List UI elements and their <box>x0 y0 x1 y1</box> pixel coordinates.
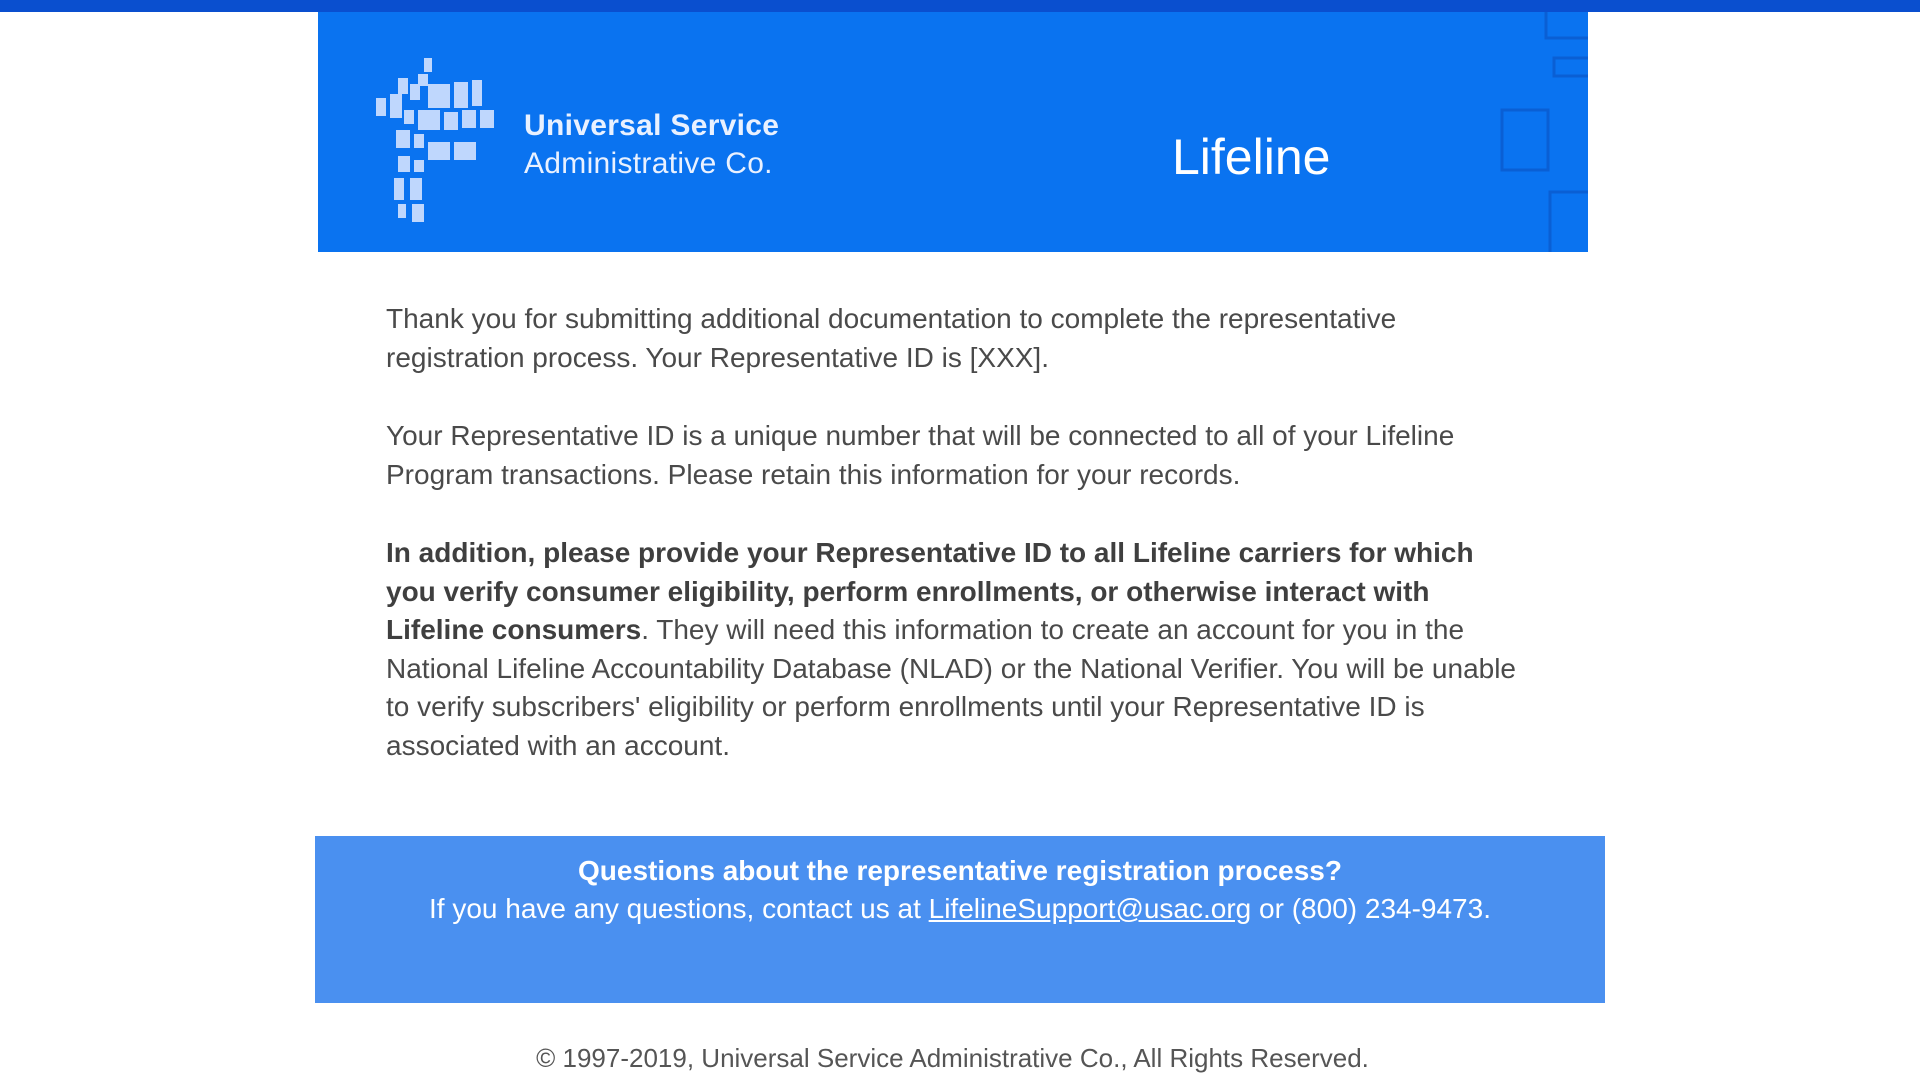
usac-logo-icon <box>374 54 514 224</box>
message-body <box>386 300 1526 805</box>
top-accent-bar <box>0 0 1920 12</box>
help-contact-box <box>315 836 1605 1003</box>
org-name-line1: Universal Service <box>524 109 780 142</box>
help-title: Questions about the representative registration process? <box>578 855 1342 886</box>
help-contact-line <box>315 890 1605 928</box>
program-title: Lifeline <box>1172 129 1331 185</box>
instructions-paragraph <box>386 534 1526 765</box>
support-email-link[interactable]: LifelineSupport@usac.org <box>928 893 1252 924</box>
org-name <box>524 107 779 183</box>
representative-id-paragraph: Your Representative ID is a unique number that will be connected to all of your Lifeline Program transactions. Please retain this information for your records. <box>386 420 1455 490</box>
copyright-footer: © 1997-2019, Universal Service Administrative Co., All Rights Reserved. <box>536 1043 1369 1073</box>
confirmation-paragraph: Thank you for submitting additional documentation to complete the representative registration process. Your Representative ID is [XXX]. <box>386 303 1397 373</box>
instructions-emphasis: In addition, please provide your Representative ID to all Lifeline carriers for which you verify consumer eligibility, perform enrollments, or otherwise interact with Lifeline consumers <box>386 537 1474 645</box>
org-name-line2: Administrative Co. <box>524 147 773 180</box>
help-text-after: or (800) 234-9473. <box>1251 893 1491 924</box>
decorative-squares <box>1498 12 1588 252</box>
email-header-banner <box>318 12 1588 252</box>
help-text-before: If you have any questions, contact us at <box>429 893 929 924</box>
instructions-text: . They will need this information to create an account for you in the National Lifeline Accountability Database (NLAD) or the National Verifier. You will be unable to verify subscribers' eligibility or perform enrollments until your Representative ID is associated with an account. <box>386 614 1517 761</box>
